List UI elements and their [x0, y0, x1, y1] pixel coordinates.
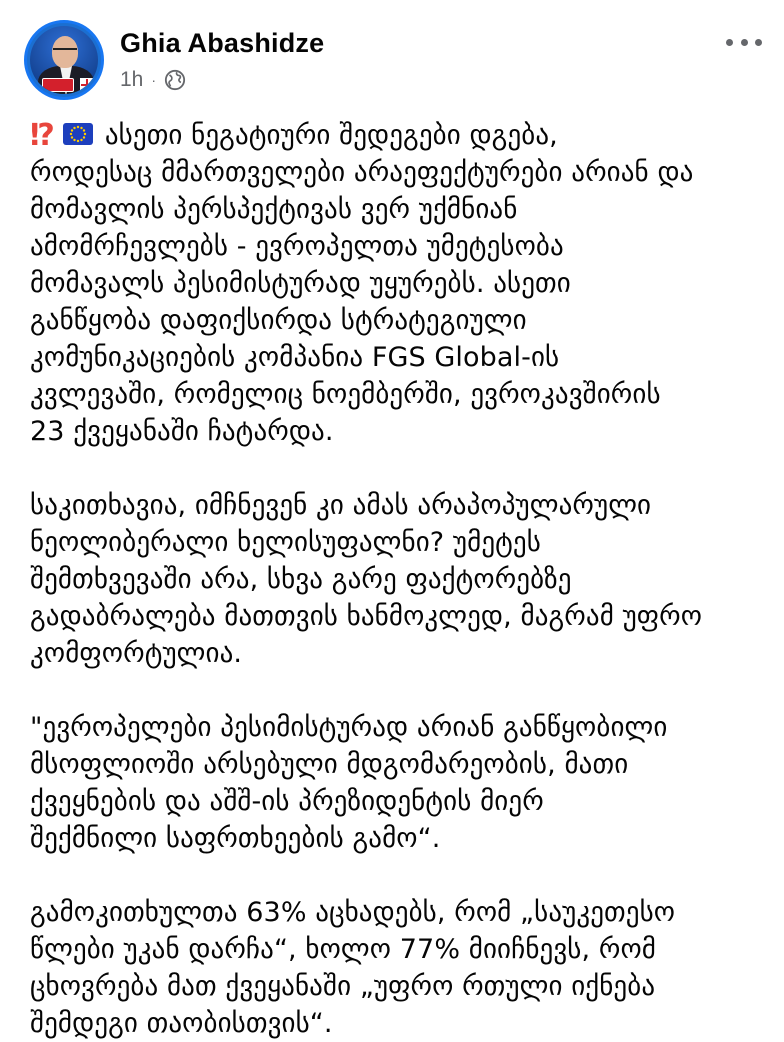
more-options-icon[interactable] — [726, 32, 762, 52]
post-line: "ევროპელები პესიმისტურად არიან განწყობილი — [30, 712, 668, 743]
post-line: ქვეყნების და აშშ-ის პრეზიდენტის მიერ — [30, 786, 544, 817]
badge-icon — [42, 78, 74, 92]
post-line: ამომრჩევლებს - ევროპელთა უმეტესობა — [30, 231, 564, 262]
post-line: კვლევაში, რომელიც ნოემბერში, ევროკავშირის — [30, 379, 661, 410]
post-line: გადაბრალება მათთვის ხანმოკლედ, მაგრამ უფრო — [30, 601, 703, 632]
post-line: მომავლის პერსპექტივას ვერ უქმნიან — [30, 194, 518, 225]
post-line: ცხოვრება მათ ქვეყანაში „უფრო რთული იქნება — [30, 971, 656, 1002]
post-time[interactable]: 1h — [120, 68, 144, 91]
post-line: საკითხავია, იმჩნევენ კი ამას არაპოპულარული — [30, 490, 652, 521]
post-line: შექმნილი საფრთხეების გამო“. — [30, 823, 441, 854]
post-line: 23 ქვეყანაში ჩატარდა. — [30, 416, 334, 447]
post-header — [0, 0, 784, 110]
paragraph-gap — [30, 857, 770, 894]
exclamation-question-icon: ⁉ — [30, 118, 51, 153]
avatar-photo — [30, 26, 98, 94]
author-avatar[interactable] — [24, 20, 104, 100]
georgian-flag-icon — [80, 78, 94, 92]
paragraph-gap — [30, 672, 770, 709]
post-body — [30, 117, 770, 1042]
meta-separator: · — [151, 72, 157, 88]
post-line: მომავალს პესიმისტურად უყურებს. ასეთი — [30, 268, 571, 299]
post-line: შემთხვევაში არა, სხვა გარე ფაქტორებზე — [30, 564, 572, 595]
post-line: ⁉ ასეთი ნეგატიური შედეგები დგება, — [30, 118, 558, 153]
post-line: შემდეგი თაობისთვის“. — [30, 1008, 333, 1039]
post-line: წლები უკან დარჩა“, ხოლო 77% მიიჩნევს, რომ — [30, 934, 656, 965]
post-line: ნეოლიბერალი ხელისუფალნი? უმეტეს — [30, 527, 541, 558]
post-line: მსოფლიოში არსებული მდგომარეობის, მათი — [30, 749, 629, 780]
author-name[interactable]: Ghia Abashidze — [120, 28, 325, 58]
post-line: გამოკითხულთა 63% აცხადებს, რომ „საუკეთესო — [30, 897, 676, 928]
post-line: განწყობა დაფიქსირდა სტრატეგიული — [30, 305, 527, 336]
globe-icon[interactable] — [164, 69, 186, 91]
post-line: კომუნიკაციების კომპანია FGS Global-ის — [30, 342, 560, 373]
paragraph-gap — [30, 450, 770, 487]
post-line: როდესაც მმართველები არაეფექტურები არიან და — [30, 157, 694, 188]
eu-flag-icon — [63, 123, 93, 145]
post-line: კომფორტულია. — [30, 638, 243, 669]
post-meta — [120, 68, 186, 92]
